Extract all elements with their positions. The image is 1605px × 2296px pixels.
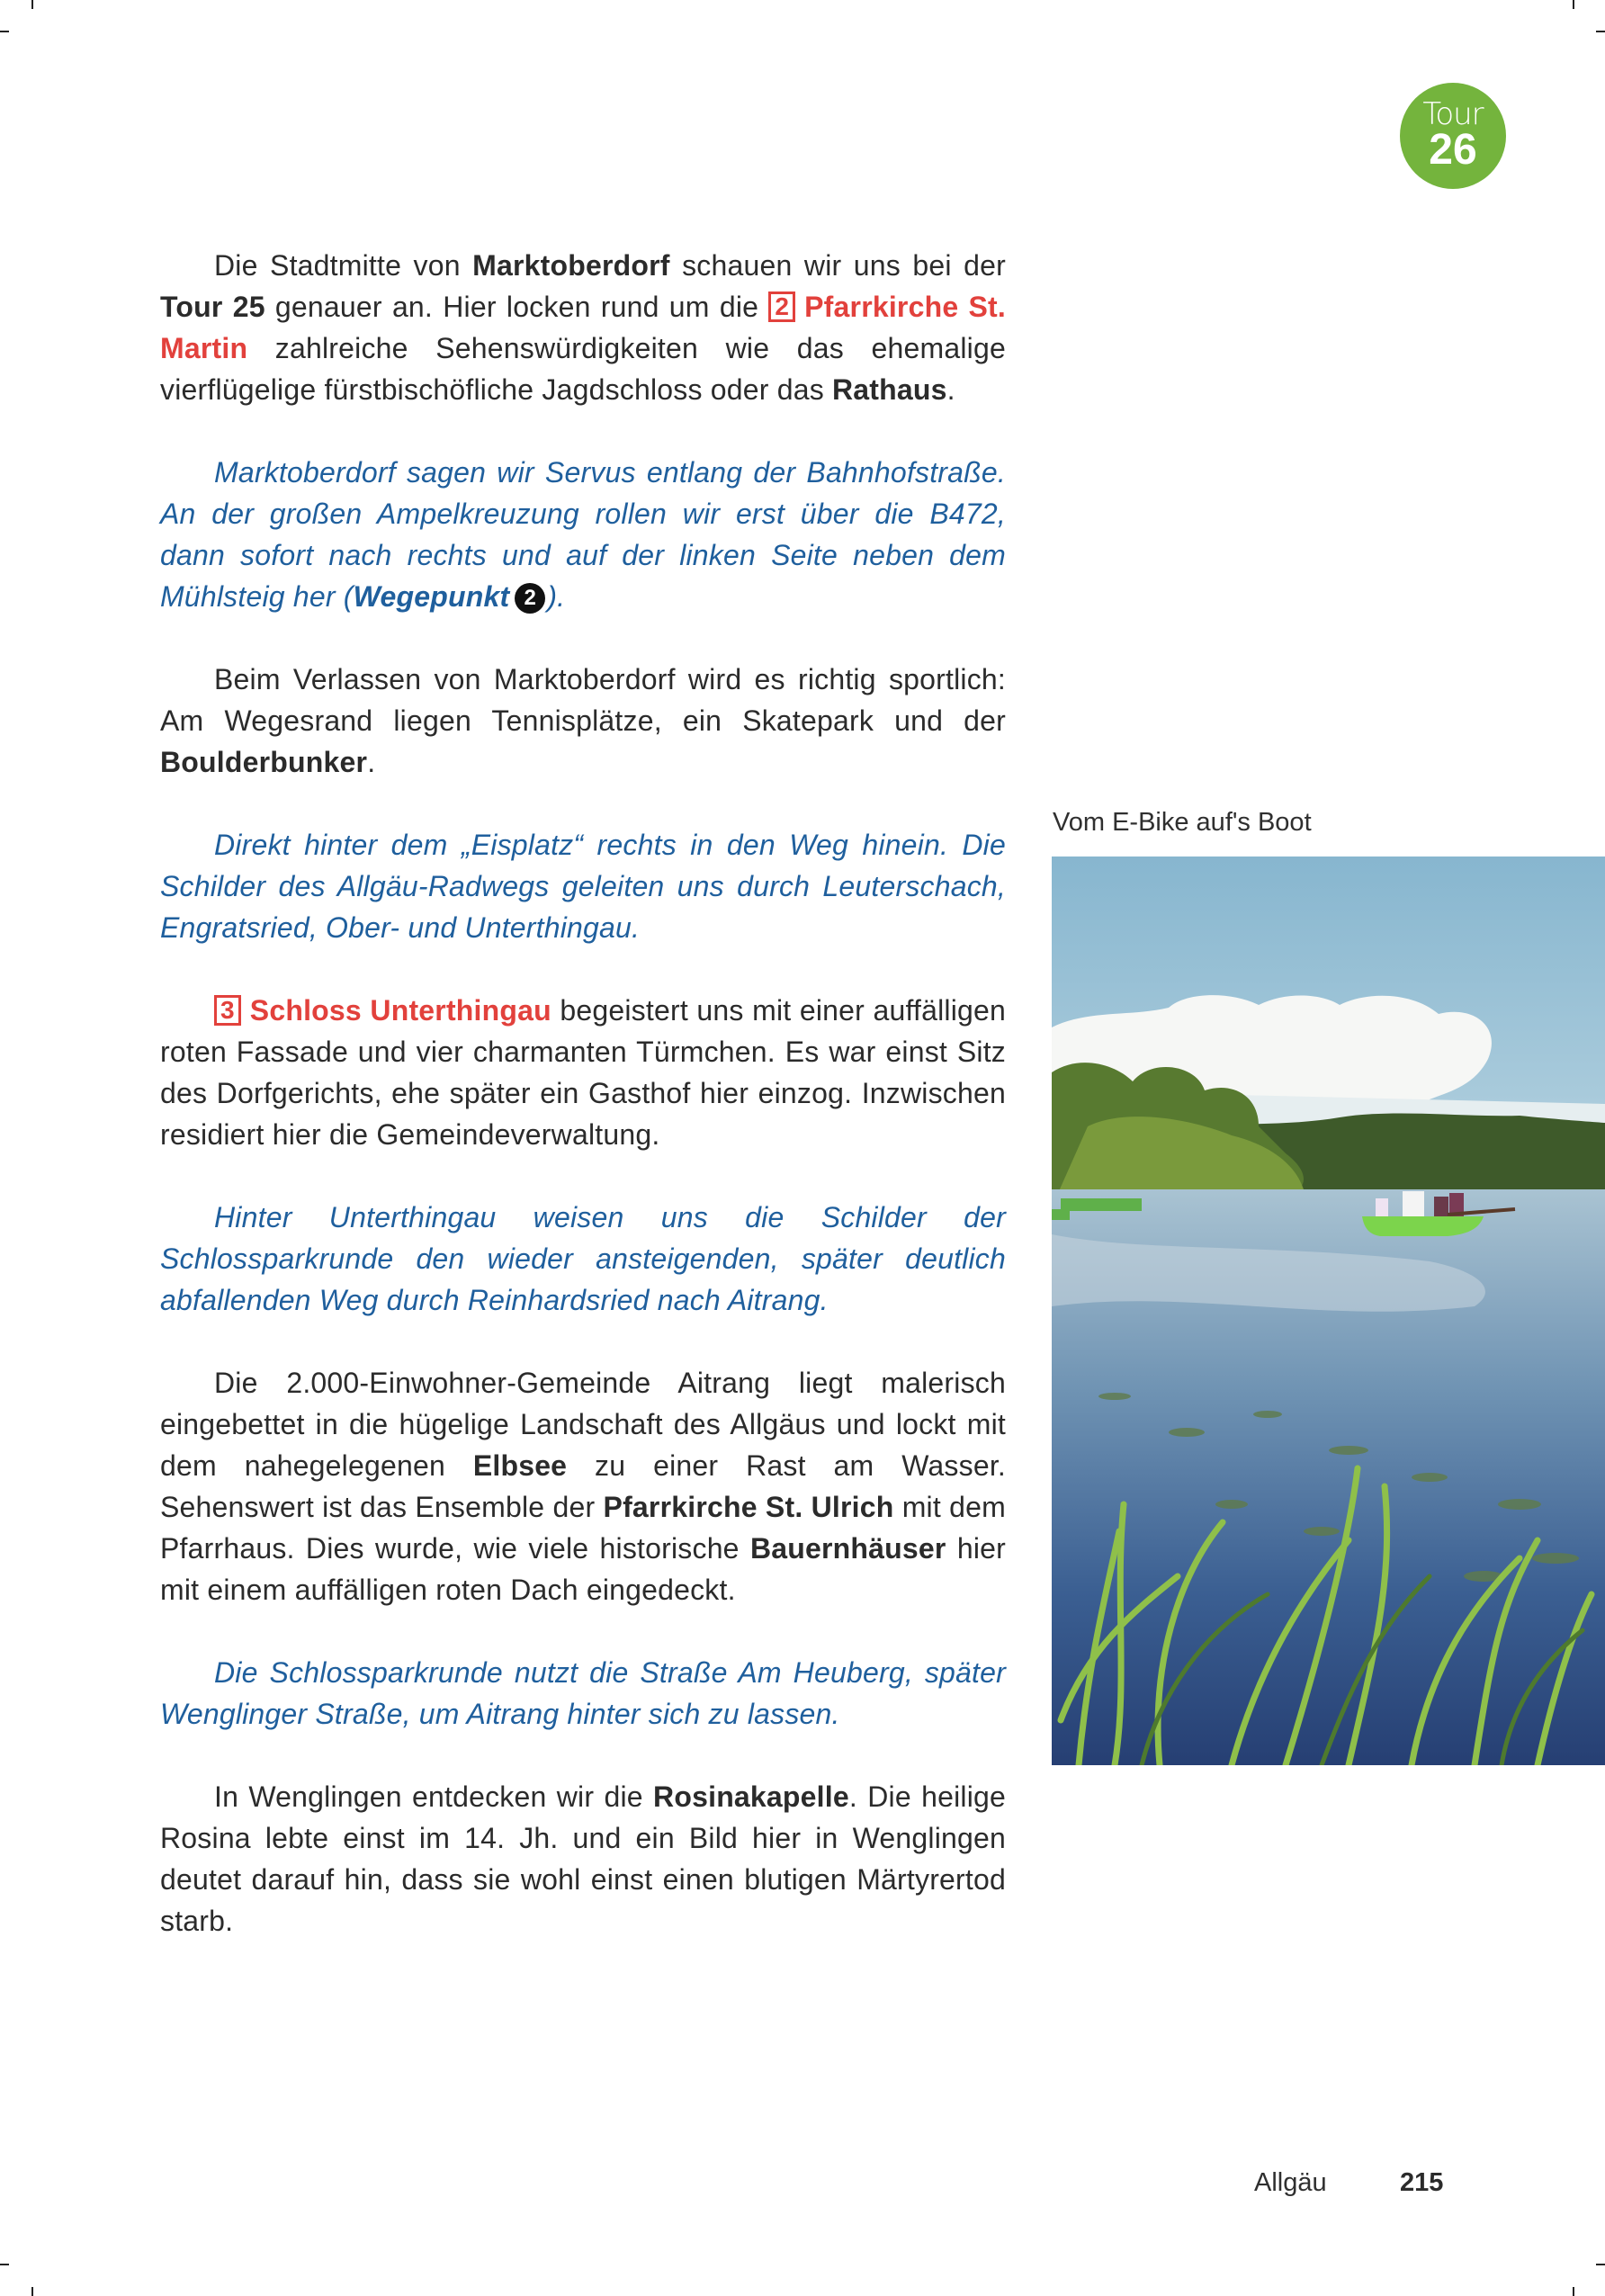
place-name: Pfarrkirche St. Ulrich <box>603 1491 894 1523</box>
crop-mark-bottom-right <box>1573 2287 1574 2296</box>
direction-paragraph-1 <box>160 452 1006 617</box>
text: schauen wir uns bei der <box>669 249 1006 282</box>
paragraph-aitrang <box>160 1362 1006 1610</box>
text: . Die heilige Rosina lebte einst im 14. Jh. und ein Bild hier in Wenglingen deutet darauf hin, dass sie wohl einst einen blutigen Märtyrertod starb. <box>160 1780 1006 1937</box>
tour-badge <box>1400 83 1506 189</box>
crop-mark-top-right <box>1596 31 1605 32</box>
tour-badge-number: 26 <box>1429 126 1477 174</box>
text: Marktoberdorf sagen wir Servus entlang der Bahnhofstraße. An der großen Ampelkreuzung rollen wir erst über die B472, dann sofort nach rechts und auf der linken Seite neben dem Mühlsteig her ( <box>160 456 1006 613</box>
main-text-column <box>160 245 1006 1983</box>
lake-boat-photo <box>1052 857 1605 1765</box>
waypoint-label: Wegepunkt <box>353 580 510 613</box>
photo-caption: Vom E-Bike auf's Boot <box>1053 808 1312 837</box>
text: Die 2.000-Einwohner-Gemeinde Aitrang liegt malerisch eingebettet in die hügelige Landschaft des Allgäus und lockt mit dem nahegelegenen <box>160 1367 1006 1482</box>
text: zahlreiche Sehenswürdigkeiten wie das ehemalige vierflügelige fürstbischöfliche Jagdschloss oder das <box>160 332 1006 406</box>
poi-name: Schloss Unterthingau <box>249 994 551 1027</box>
poi-name: Pfarrkirche St. Martin <box>160 291 1007 364</box>
text: begeistert uns mit einer auffälligen roten Fassade und vier charmanten Türmchen. Es war einst Sitz des Dorfgerichts, ehe später ein Gasthof hier einzog. Inzwischen residiert hier die Gemeindeverwaltung. <box>160 994 1006 1151</box>
text: In Wenglingen entdecken wir die <box>214 1780 654 1813</box>
direction-paragraph-3 <box>160 1197 1006 1321</box>
text: Hinter Unterthingau weisen uns die Schilder der Schlossparkrunde den wieder ansteigenden, später deutlich abfallenden Weg durch Reinhardsried nach Aitrang. <box>160 1201 1006 1316</box>
page-number: 215 <box>1400 2168 1444 2197</box>
paragraph-schloss-unterthingau <box>160 990 1006 1155</box>
text: genauer an. Hier locken rund um die <box>265 291 769 323</box>
waypoint-number-icon: 2 <box>515 583 545 614</box>
paragraph-wenglingen <box>160 1776 1006 1942</box>
text: zu einer Rast am Wasser. Sehenswert ist das Ensemble der <box>160 1449 1006 1523</box>
place-name: Marktoberdorf <box>472 249 670 282</box>
place-name: Rathaus <box>832 373 947 406</box>
poi-number-badge: 3 <box>214 995 241 1026</box>
text: mit dem Pfarrhaus. Dies wurde, wie viele historische <box>160 1491 1007 1565</box>
text: Die Schlossparkrunde nutzt die Straße Am Heuberg, später Wenglinger Straße, um Aitrang hinter sich zu lassen. <box>160 1656 1006 1730</box>
crop-mark-bottom-left <box>31 2287 33 2296</box>
text: ). <box>547 580 566 613</box>
place-name: Elbsee <box>472 1449 568 1482</box>
crop-mark-bottom-left <box>0 2264 9 2265</box>
text: . <box>367 746 376 778</box>
text: Direkt hinter dem „Eisplatz“ rechts in den Weg hinein. Die Schilder des Allgäu-Radwegs geleiten uns durch Leuterschach, Engratsried, Ober- und Unterthingau. <box>160 829 1006 944</box>
paragraph-marktoberdorf <box>160 245 1006 410</box>
place-name: Boulderbunker <box>160 746 368 778</box>
direction-paragraph-2 <box>160 824 1006 948</box>
crop-mark-top-right <box>1573 0 1574 9</box>
text: . <box>946 373 955 406</box>
paragraph-sport <box>160 659 1006 783</box>
crop-mark-top-left <box>31 0 33 9</box>
text: Die Stadtmitte von <box>214 249 473 282</box>
footer-region-label: Allgäu <box>1254 2168 1327 2197</box>
text: Beim Verlassen von Marktoberdorf wird es richtig sportlich: Am Wegesrand liegen Tennisplätze, ein Skatepark und der <box>160 663 1006 737</box>
text: hier mit einem auffälligen roten Dach eingedeckt. <box>160 1532 1007 1606</box>
direction-paragraph-4 <box>160 1652 1006 1735</box>
crop-mark-top-left <box>0 31 9 32</box>
place-name: Bauernhäuser <box>749 1532 946 1565</box>
poi-number-badge: 2 <box>768 291 795 322</box>
lake-photo-illustration <box>1052 857 1605 1765</box>
crop-mark-bottom-right <box>1596 2264 1605 2265</box>
place-name: Rosinakapelle <box>653 1780 849 1813</box>
tour-reference: Tour 25 <box>160 291 265 323</box>
tour-badge-label: Tour <box>1422 96 1484 132</box>
